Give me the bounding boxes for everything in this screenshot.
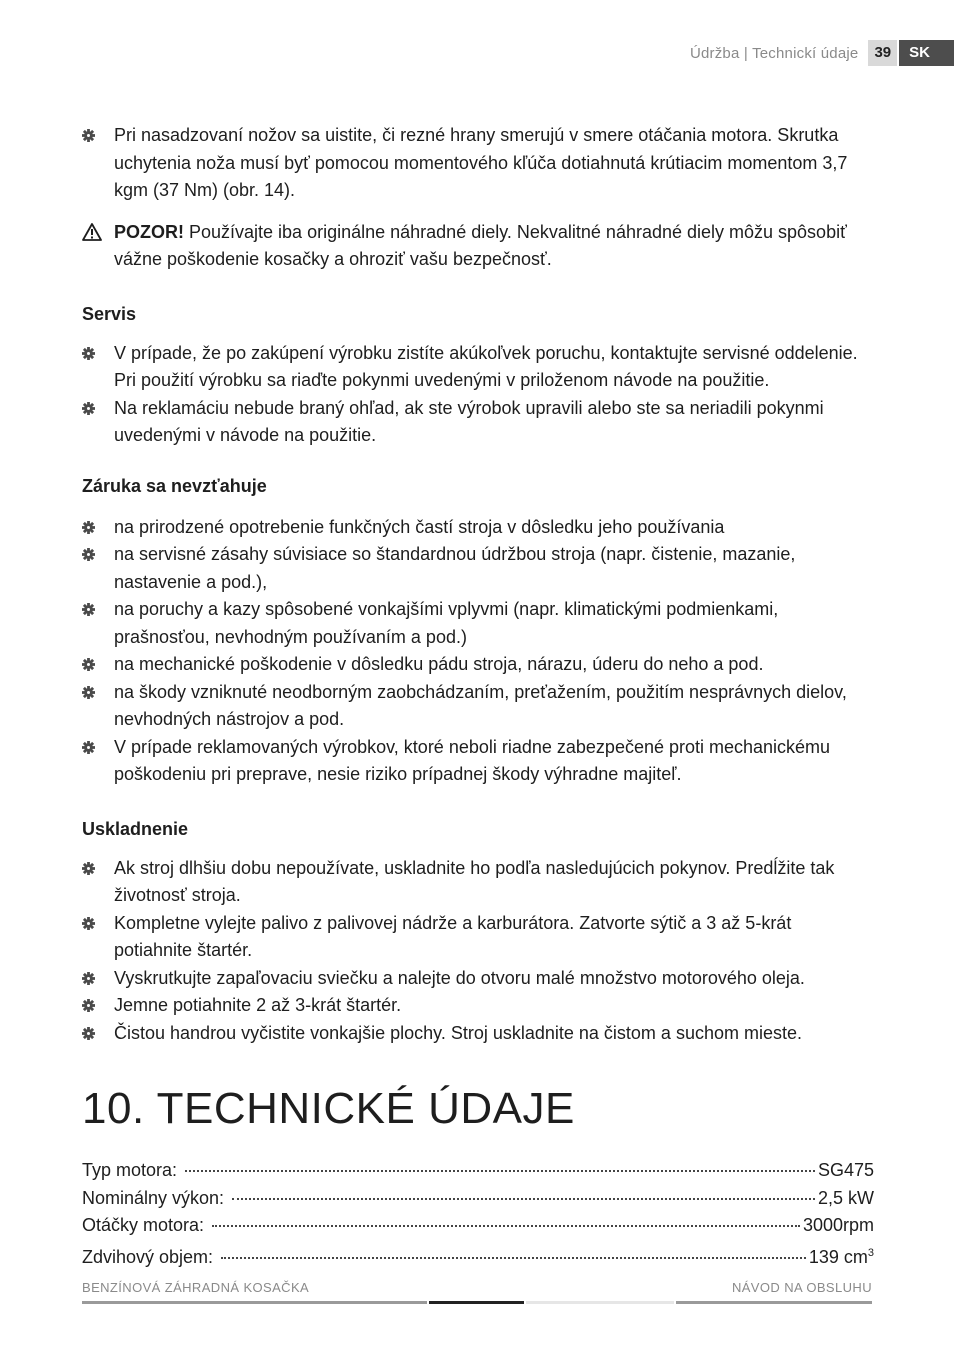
list-item: [82, 596, 874, 651]
spec-value: SG475: [817, 1160, 874, 1180]
dot-leader: [221, 1257, 806, 1259]
gear-bullet-icon: [82, 741, 95, 754]
footer-manual-label: NÁVOD NA OBSLUHU: [731, 1280, 872, 1295]
spec-value-text: 139 cm: [808, 1246, 868, 1267]
list-item: [82, 340, 874, 395]
list-item-text: V prípade reklamovaných výrobkov, ktoré neboli riadne zabezpečené proti mechanickému poškodeniu pri preprave, nesie riziko prípadnej škody výhradne majiteľ.: [114, 736, 831, 784]
list-item: [82, 514, 874, 542]
spec-row: [82, 1212, 874, 1240]
list-item: [82, 395, 874, 450]
gear-bullet-icon: [82, 917, 95, 930]
list-item-text: na prirodzené opotrebenie funkčných častí stroja v dôsledku jeho používania: [114, 516, 725, 537]
list-item: [82, 965, 874, 993]
gear-bullet-icon: [82, 402, 95, 415]
list-item-text: V prípade, že po zakúpení výrobku zistíte akúkoľvek poruchu, kontaktujte servisné oddelenie. Pri použití výrobku sa riaďte pokynmi uvedenými v priloženom návode na použitie.: [114, 342, 858, 390]
list-item-text: Ak stroj dlhšiu dobu nepoužívate, uskladnite ho podľa nasledujúcich pokynov. Predĺžite tak životnosť stroja.: [114, 857, 835, 905]
list-item-text: Jemne potiahnite 2 až 3-krát štartér.: [114, 995, 402, 1015]
heading-uskladnenie: Uskladnenie: [82, 818, 189, 839]
list-item: [82, 122, 874, 205]
language-tag: SK: [899, 40, 954, 66]
intro-list: [82, 122, 874, 205]
spec-row: [82, 1185, 874, 1213]
superscript: 3: [867, 1246, 874, 1259]
page-header: [690, 40, 954, 66]
footer-bar-segment: [82, 1301, 427, 1304]
spec-label: Typ motora:: [82, 1160, 178, 1180]
list-item: [82, 734, 874, 789]
list-item-text: Na reklamáciu nebude braný ohľad, ak ste výrobok upravili alebo ste sa neriadili pokynmi uvedenými v návode na použitie.: [114, 397, 824, 445]
warning-notice: [82, 219, 874, 274]
warning-triangle-icon: [82, 223, 102, 241]
spec-row: [82, 1240, 874, 1272]
section-title: 10. TECHNICKÉ ÚDAJE: [82, 1084, 575, 1133]
page-number: 39: [868, 40, 897, 66]
spec-label: Otáčky motora:: [82, 1215, 205, 1235]
list-item-text: na mechanické poškodenie v dôsledku pádu stroja, nárazu, úderu do neho a pod.: [114, 654, 764, 674]
gear-bullet-icon: [82, 129, 95, 142]
spec-table: [82, 1157, 874, 1271]
gear-bullet-icon: [82, 1027, 95, 1040]
gear-bullet-icon: [82, 972, 95, 985]
list-item: [82, 679, 874, 734]
list-item-text: Kompletne vylejte palivo z palivovej nádrže a karburátora. Zatvorte sýtič a 3 až 5-krát potiahnite štartér.: [114, 912, 792, 960]
spec-value: 2,5 kW: [817, 1187, 874, 1208]
spec-value: [809, 1240, 874, 1272]
gear-bullet-icon: [82, 521, 95, 534]
list-item-text: na škody vzniknuté neodborným zaobchádzaním, preťažením, použitím nesprávnych dielov, nevhodných nástrojov a pod.: [114, 681, 847, 729]
spec-value: 3000rpm: [802, 1215, 874, 1235]
gear-bullet-icon: [82, 347, 95, 360]
list-item-text: Pri nasadzovaní nožov sa uistite, či rezné hrany smerujú v smere otáčania motora. Skrutka uchytenia noža musí byť pomocou momentového kľúča dotiahnutá krútiacim momentom 3,7 kgm (37 Nm) (obr. 14).: [114, 125, 848, 200]
dot-leader: [232, 1198, 815, 1200]
list-item: [82, 855, 874, 910]
page-content: [82, 122, 874, 1271]
list-item-text: na poruchy a kazy spôsobené vonkajšími vplyvmi (napr. klimatickými podmienkami, prašnosťou, nevhodným používaním a pod.): [114, 599, 779, 647]
list-item-text: Vyskrutkujte zapaľovaciu sviečku a nalejte do otvoru malé množstvo motorového oleja.: [114, 967, 805, 988]
warning-label: POZOR!: [114, 221, 184, 242]
servis-list: [82, 340, 874, 450]
gear-bullet-icon: [82, 999, 95, 1012]
gear-bullet-icon: [82, 603, 95, 616]
footer-bar-segment: [429, 1301, 524, 1304]
spec-label: Nominálny výkon:: [82, 1187, 225, 1208]
warning-text: Používajte iba originálne náhradné diely. Nekvalitné náhradné diely môžu spôsobiť vážne poškodenie kosačky a ohroziť vašu bezpečnosť.: [114, 221, 847, 269]
list-item: [82, 1020, 874, 1048]
gear-bullet-icon: [82, 862, 95, 875]
heading-zaruka: Záruka sa nevzťahuje: [82, 475, 267, 496]
footer-bar-segment: [526, 1301, 674, 1304]
breadcrumb: Údržba | Technickí údaje: [689, 44, 859, 62]
list-item: [82, 651, 874, 679]
heading-servis: Servis: [82, 303, 137, 324]
list-item-text: Čistou handrou vyčistite vonkajšie plochy. Stroj uskladnite na čistom a suchom mieste.: [114, 1022, 802, 1043]
uskladnenie-list: [82, 855, 874, 1048]
spec-label: Zdvihový objem:: [82, 1246, 214, 1267]
spec-row: [82, 1157, 874, 1185]
list-item: [82, 910, 874, 965]
dot-leader: [212, 1225, 800, 1227]
footer-bar-segment: [676, 1301, 872, 1304]
list-item: [82, 541, 874, 596]
gear-bullet-icon: [82, 548, 95, 561]
list-item-text: na servisné zásahy súvisiace so štandardnou údržbou stroja (napr. čistenie, mazanie, nastavenie a pod.),: [114, 544, 796, 592]
footer-product-name: BENZÍNOVÁ ZÁHRADNÁ KOSAČKA: [82, 1280, 310, 1295]
zaruka-list: [82, 514, 874, 789]
gear-bullet-icon: [82, 658, 95, 671]
gear-bullet-icon: [82, 686, 95, 699]
dot-leader: [185, 1170, 815, 1172]
list-item: [82, 992, 874, 1020]
